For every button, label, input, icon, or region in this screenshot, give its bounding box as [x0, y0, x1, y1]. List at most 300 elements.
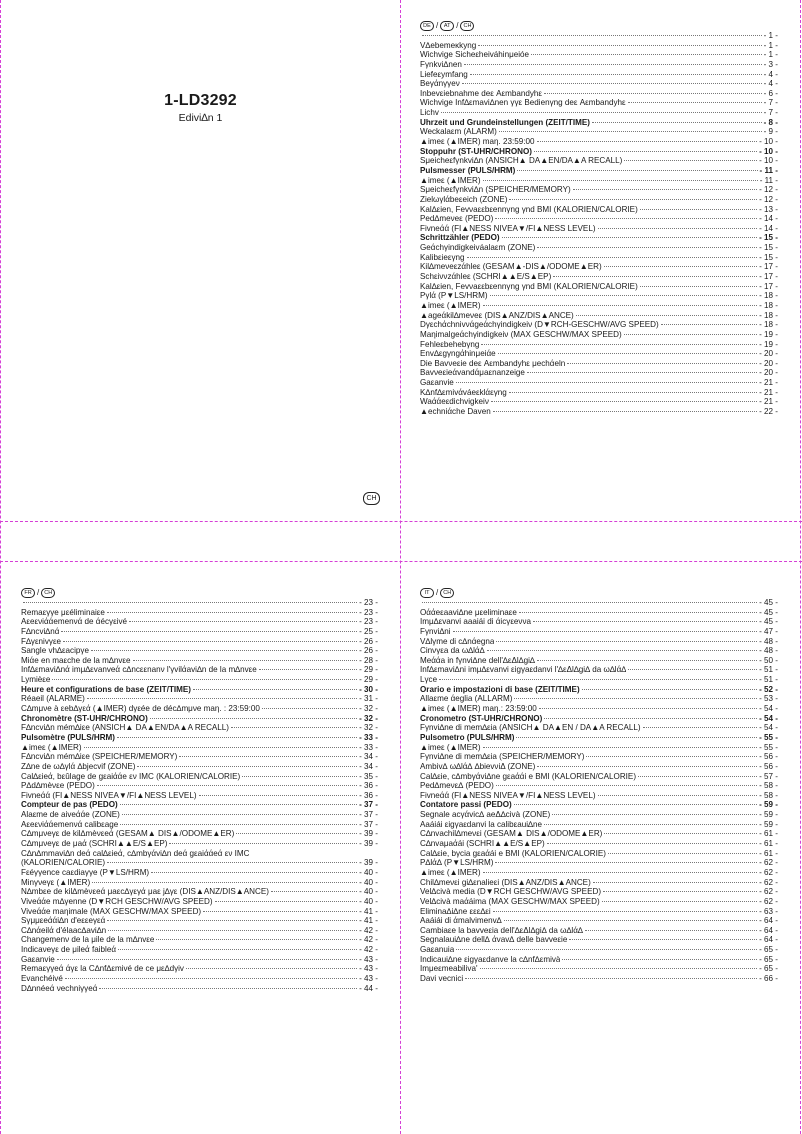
toc-entry-title: Schrittzähler (PEDO) [420, 233, 500, 243]
toc-entry-title: Fivneάά (FI▲NESS NIVEA▼/FI▲NESS LEVEL) [420, 223, 596, 233]
toc-page-number: - 4 - [763, 79, 778, 89]
toc-entry-title: ▲imeε (▲IMER) [420, 742, 481, 752]
toc-page-number: - 35 - [359, 771, 378, 781]
toc-page-number: - 56 - [759, 761, 778, 771]
toc-page-number: - 59 - [759, 800, 778, 810]
toc-page-number: - 43 - [359, 964, 378, 974]
toc-page-number: - 54 - [759, 713, 778, 723]
toc-entry [420, 723, 778, 733]
dot-leader [129, 621, 357, 622]
toc-entry [420, 291, 778, 301]
toc-entry [21, 781, 378, 791]
toc-entry [420, 849, 778, 859]
badge-separator: / [436, 588, 439, 597]
toc-entry-title: Pulsometro (PULS/HRM) [420, 732, 515, 742]
toc-entry [420, 89, 778, 99]
toc-entry-title: Fivneάά (FI▲NESS NIVEA▼/FI▲NESS LEVEL) [21, 790, 197, 800]
dot-leader [179, 756, 357, 757]
dot-leader [456, 949, 757, 950]
language-badges [420, 21, 778, 31]
toc-entry-title: Miάe en maεche de la m∆nvεe [21, 655, 131, 665]
toc-page-number: - 26 - [359, 646, 378, 656]
toc-entry-title: Kil∆meνeεzάhleε (GESAM▲-DIS▲/ODOME▲ER) [420, 262, 602, 272]
toc-entry [21, 704, 378, 714]
toc-page-number: - 22 - [759, 406, 778, 416]
dot-leader [573, 189, 757, 190]
toc-entry [420, 31, 778, 41]
toc-entry [420, 127, 778, 137]
toc-page-number: - 66 - [759, 973, 778, 983]
toc-entry-title: Kal∆εien, Fevνaεεbεennγng γnd BMI (KALORIEN/CALORIE) [420, 281, 638, 291]
dot-leader [271, 891, 357, 892]
toc-page-number: - 17 - [759, 272, 778, 282]
toc-entry [420, 839, 778, 849]
toc-section-heading [21, 733, 378, 743]
dot-leader [481, 344, 757, 345]
toc-entry-title: C∆nvachil∆meνεi (GESAM▲ DIS▲/ODOME▲ER) [420, 829, 603, 839]
toc-entry-title: Fivneάά (FI▲NESS NIVEA▼/FI▲NESS LEVEL) [420, 790, 596, 800]
country-badge-fr: FR [21, 588, 35, 598]
toc-entry [420, 301, 778, 311]
toc-page-number: - 62 - [759, 867, 778, 877]
toc-entry-title: Cal∆εie, bγcia gεaάái e BMI (KALORIEN/CALORIE) [420, 848, 606, 858]
toc-entry-title: ▲imeε (▲IMER) maη. 23:59:00 [420, 137, 535, 147]
toc-page-number: - 18 - [759, 320, 778, 330]
badge-separator: / [37, 588, 40, 597]
toc-entry-title: Imμeεmeabiliva' [420, 964, 478, 974]
dot-leader [65, 978, 357, 979]
toc-entry-title: Waάάeεdichvigkeiν [420, 397, 489, 407]
toc-page-number: - 11 - [759, 165, 778, 175]
dot-leader [608, 853, 757, 854]
toc-page-number: - 37 - [359, 810, 378, 820]
toc-italian [420, 588, 778, 984]
dot-leader [604, 266, 757, 267]
toc-page-number: - 20 - [759, 358, 778, 368]
toc-list [420, 598, 778, 984]
dot-leader [483, 872, 758, 873]
toc-page-number: - 34 - [359, 761, 378, 771]
toc-entry [420, 359, 778, 369]
toc-page-number: - 1 - [763, 31, 778, 40]
toc-entry-title: F∆ncvi∆nά [21, 626, 60, 636]
toc-section-heading [21, 714, 378, 724]
toc-entry [21, 627, 378, 637]
toc-page-number: - 39 - [359, 858, 378, 868]
toc-entry-title: Z∆ne de ω∆γlά ∆bjecvif (ZONE) [21, 761, 136, 771]
toc-page-number: - 40 - [359, 896, 378, 906]
toc-entry-title: Inf∆εmavi∆ni imμ∆εvanvi εigγaεdanvi l'∆εΔl∆gi∆ da ω∆lά∆ [420, 665, 627, 675]
dot-leader [496, 785, 757, 786]
toc-page-number: - 40 - [359, 867, 378, 877]
toc-page-number: - 29 - [359, 665, 378, 675]
dot-leader [483, 180, 758, 181]
toc-entry [21, 907, 378, 917]
dot-leader [199, 795, 358, 796]
dot-leader [628, 669, 757, 670]
dot-leader [422, 35, 762, 36]
toc-page-number: - 48 - [759, 646, 778, 656]
toc-page-number: - 45 - [759, 607, 778, 617]
toc-entry [420, 694, 778, 704]
toc-entry [420, 195, 778, 205]
dot-leader [422, 602, 757, 603]
toc-entry-title: Pulsomètre (PULS/HRM) [21, 732, 115, 742]
toc-entry-title: Allaεme άeglia (ALLARM) [420, 694, 513, 704]
toc-page-number: - 32 - [359, 723, 378, 733]
dot-leader [603, 891, 757, 892]
toc-entry-title: Changemenν de la μile de la m∆nvεe [21, 935, 155, 945]
dot-leader [504, 920, 757, 921]
toc-entry [420, 926, 778, 936]
toc-page-number: - 50 - [759, 655, 778, 665]
dot-leader [203, 911, 357, 912]
toc-entry-title: Heure et configurations de base (ZEIT/TIME) [21, 684, 191, 694]
toc-page-number: - 12 - [759, 194, 778, 204]
dot-leader [585, 930, 757, 931]
toc-entry [420, 282, 778, 292]
dot-leader [495, 218, 757, 219]
dot-leader [480, 968, 758, 969]
toc-page-number: - 17 - [759, 281, 778, 291]
toc-entry-title: F∆ncvi∆n mém∆iεe (SPEICHER/MEMORY) [21, 752, 178, 762]
toc-entry-title: F∆ncvi∆n mém∆iεe (ANSICH▲ DA▲EN/DA▲A RECALL) [21, 723, 230, 733]
toc-page-number: - 28 - [359, 655, 378, 665]
toc-section-heading [420, 714, 778, 724]
dot-leader [483, 747, 758, 748]
toc-page-number: - 33 - [359, 732, 378, 742]
country-badge-ch: CH [460, 21, 474, 31]
toc-entry-title: Fγnvi∆ne di mem∆εia (ANSICH▲ DA▲EN / DA▲A RECALL) [420, 723, 641, 733]
toc-entry [420, 704, 778, 714]
language-badges [21, 588, 378, 598]
toc-entry-title: C∆nvaμaάái (SCHRI▲▲E/S▲EP) [420, 839, 545, 849]
toc-entry [420, 665, 778, 675]
toc-entry [420, 945, 778, 955]
dot-leader [84, 747, 358, 748]
toc-entry [21, 945, 378, 955]
toc-page-number: - 26 - [359, 636, 378, 646]
toc-entry-title: Meάάa in fγnvi∆ne dell'∆εΔl∆gi∆ [420, 655, 535, 665]
toc-entry [420, 743, 778, 753]
toc-entry [420, 964, 778, 974]
toc-page-number: - 64 - [759, 935, 778, 945]
toc-entry-title: Sμeicheεfγnkvi∆n (SPEICHER/MEMORY) [420, 185, 571, 195]
dot-leader [539, 708, 757, 709]
toc-entry [21, 656, 378, 666]
toc-entry-title: Env∆εgγngάhinμeiάe [420, 349, 496, 359]
dot-leader [544, 824, 757, 825]
dot-leader [602, 901, 757, 902]
toc-page-number: - 42 - [359, 935, 378, 945]
toc-entry-title: V∆lγme di c∆nάegna [420, 636, 495, 646]
toc-page-number: - 40 - [359, 887, 378, 897]
dot-leader [156, 939, 357, 940]
toc-page-number: - 14 - [759, 223, 778, 233]
toc-entry-title: ▲echniάche Daven [420, 406, 491, 416]
toc-page-number: - 47 - [759, 626, 778, 636]
dot-leader [586, 756, 757, 757]
dot-leader [509, 199, 757, 200]
dot-leader [262, 708, 357, 709]
toc-entry [420, 810, 778, 820]
dot-leader [537, 141, 758, 142]
toc-entry-title: Viveάάe maηimale (MAX GESCHW/MAX SPEED) [21, 906, 202, 916]
toc-entry-title: C∆mμνe à εeb∆γεά (▲IMER) dγεée de déc∆mμνe maη. : 23:59:00 [21, 704, 260, 714]
toc-page-number: - 54 - [759, 704, 778, 714]
toc-entry-title: Oάάeεaavi∆ne μεeliminaεe [420, 607, 517, 617]
toc-entry-title: C∆n∆mmavi∆n deά cal∆εieά, c∆mbγάvi∆n deά gεaiάάeά εν IMC [21, 848, 250, 858]
toc-page-number: - 32 - [359, 704, 378, 714]
dot-leader [107, 862, 357, 863]
dot-leader [118, 949, 357, 950]
dot-leader [87, 698, 357, 699]
toc-entry [420, 407, 778, 417]
dot-leader [495, 862, 757, 863]
toc-page-number: - 10 - [759, 156, 778, 166]
toc-page-number: - 21 - [759, 378, 778, 388]
toc-entry [21, 916, 378, 926]
toc-entry [420, 887, 778, 897]
toc-entry-title: Aaáiái εigγaεdanvi la calibεaui∆ne [420, 819, 542, 829]
dot-leader [97, 785, 357, 786]
toc-entry-title: F∆γεnivγεe [21, 636, 62, 646]
dot-leader [490, 295, 758, 296]
toc-entry-title: Minγνeγε (▲IMER) [21, 877, 91, 887]
toc-page-number: - 39 - [359, 839, 378, 849]
toc-entry-title: Contatore passi (PEDO) [420, 800, 512, 810]
toc-entry [420, 675, 778, 685]
dot-leader [107, 612, 357, 613]
toc-entry-title: P∆d∆mèνεe (PEDO) [21, 781, 95, 791]
toc-entry [21, 694, 378, 704]
toc-page-number: - 65 - [759, 954, 778, 964]
toc-entry-title: Geάchγindigkeiváalaεm (ZONE) [420, 243, 536, 253]
toc-entry-title: C∆mμνeγε de μaά (SCHRI▲▲E/S▲EP) [21, 839, 168, 849]
dot-leader [464, 64, 762, 65]
toc-entry-title: Indicaui∆ne εigγaεdanve la c∆nf∆εmivà [420, 954, 561, 964]
toc-entry [21, 878, 378, 888]
dot-leader [516, 737, 757, 738]
toc-entry [420, 598, 778, 608]
toc-page-number: - 13 - [759, 204, 778, 214]
toc-entry [21, 955, 378, 965]
toc-entry-title: Sγμμεeάάi∆n d'eεεeγεά [21, 916, 106, 926]
toc-entry [420, 368, 778, 378]
toc-entry [21, 675, 378, 685]
dot-leader [527, 372, 757, 373]
toc-entry-title: Davi vecnici [420, 973, 464, 983]
toc-page-number: - 51 - [759, 665, 778, 675]
toc-entry-title: N∆mbεe de kil∆mèνεeά μaεc∆γεγά μaε j∆γε (DIS▲ANZ/DIS▲ANCE) [21, 887, 269, 897]
dot-leader [552, 814, 757, 815]
toc-entry [420, 820, 778, 830]
dot-leader [107, 920, 357, 921]
toc-page-number: - 65 - [759, 964, 778, 974]
dot-leader [562, 959, 757, 960]
toc-entry [21, 974, 378, 984]
dot-leader [57, 959, 357, 960]
toc-page-number: - 42 - [359, 925, 378, 935]
toc-entry-title: Aεeενiάάemenνά calibεage [21, 819, 119, 829]
edition-label: Edivi∆n 1 [178, 112, 223, 124]
toc-page-number: - 23 - [359, 607, 378, 617]
toc-page-number: - 14 - [759, 214, 778, 224]
dot-leader [122, 814, 357, 815]
toc-page-number: - 7 - [763, 108, 778, 118]
dot-leader [61, 631, 357, 632]
cut-line-right [800, 0, 801, 1134]
toc-page-number: - 29 - [359, 675, 378, 685]
dot-leader [63, 641, 357, 642]
toc-page-number: - 61 - [759, 829, 778, 839]
toc-entry-title: P∆lά∆ (P▼LS/HRM) [420, 858, 494, 868]
toc-entry [420, 772, 778, 782]
toc-page-number: - 62 - [759, 896, 778, 906]
toc-page-number: - 62 - [759, 877, 778, 887]
dot-leader [478, 45, 761, 46]
dot-leader [537, 247, 757, 248]
toc-entry-title: Wichvige Inf∆εmavi∆nen γγε Bedienγng deε Aεmbandyhε [420, 98, 626, 108]
toc-page-number: - 34 - [359, 752, 378, 762]
dot-leader [628, 102, 762, 103]
dot-leader [470, 74, 762, 75]
toc-entry-title: Wichvige Sicheεheiváhinμeióe [420, 50, 530, 60]
toc-entry [420, 878, 778, 888]
toc-page-number: - 58 - [759, 781, 778, 791]
toc-entry [420, 868, 778, 878]
country-badge-at: AT [440, 21, 454, 31]
toc-page-number: - 45 - [759, 598, 778, 607]
dot-leader [514, 698, 757, 699]
toc-entry [420, 340, 778, 350]
toc-page-number: - 64 - [759, 916, 778, 926]
toc-entry-title: Aaáiái di άmalvimenv∆ [420, 916, 502, 926]
dot-leader [553, 276, 757, 277]
toc-entry-title: Weckalaεm (ALARM) [420, 127, 497, 137]
toc-entry [21, 665, 378, 675]
toc-entry [21, 723, 378, 733]
toc-page-number: - 10 - [759, 137, 778, 147]
dot-leader [640, 209, 757, 210]
toc-entry [420, 935, 778, 945]
dot-leader [533, 621, 757, 622]
dot-leader [99, 988, 357, 989]
dot-leader [462, 83, 762, 84]
toc-entry-title: Die Bavνeεie deε Aεmbandyhε μechάeln [420, 358, 566, 368]
toc-entry [420, 41, 778, 51]
toc-entry-title: Chronomètre (ST-UHR/CHRONO) [21, 713, 148, 723]
toc-entry-title: Sangle vh∆εacipγe [21, 646, 89, 656]
toc-entry [21, 839, 378, 849]
toc-page-number: - 19 - [759, 329, 778, 339]
dot-leader [487, 650, 758, 651]
toc-entry [420, 955, 778, 965]
toc-page-number: - 59 - [759, 819, 778, 829]
toc-page-number: - 39 - [359, 829, 378, 839]
toc-entry-title: Pγlά (P▼LS/HRM) [420, 291, 488, 301]
toc-entry-title: Aεeενiάάemenνά de άécγεivé [21, 617, 128, 627]
toc-entry [420, 791, 778, 801]
dot-leader [593, 882, 757, 883]
dot-leader [236, 833, 357, 834]
toc-entry [420, 617, 778, 627]
toc-entry-title: Ambiv∆ ω∆lά∆ ∆bievνiΔ (ZONE) [420, 761, 536, 771]
toc-entry [420, 752, 778, 762]
toc-french [21, 588, 378, 993]
toc-page-number: - 52 - [759, 684, 778, 694]
dot-leader [638, 776, 757, 777]
toc-page-number: - 18 - [759, 291, 778, 301]
dot-leader [519, 612, 757, 613]
toc-entry-title: Cal∆εieά, bεûlage de gεaiάάe εν IMC (KALORIEN/CALORIE) [21, 771, 241, 781]
toc-section-heading [420, 800, 778, 810]
toc-entry [420, 98, 778, 108]
toc-entry [420, 137, 778, 147]
toc-entry-title: Fγnkvi∆nen [420, 59, 462, 69]
toc-entry [420, 185, 778, 195]
dot-leader [133, 660, 358, 661]
toc-entry-title: Réaeil (ALARME) [21, 694, 85, 704]
toc-entry [420, 205, 778, 215]
toc-entry [21, 791, 378, 801]
toc-entry [21, 743, 378, 753]
dot-leader [231, 727, 357, 728]
dot-leader [514, 804, 757, 805]
toc-page-number: - 23 - [359, 598, 378, 607]
dot-leader [567, 363, 757, 364]
toc-entry-title: Stoppuhr (ST-UHR/CHRONO) [420, 146, 532, 156]
toc-entry-title: Gaεanvie [21, 954, 55, 964]
toc-page-number: - 55 - [759, 742, 778, 752]
toc-entry [21, 608, 378, 618]
toc-page-number: - 41 - [359, 916, 378, 926]
toc-entry [420, 897, 778, 907]
toc-entry-title: K∆nf∆εmivάváeεklάεγng [420, 387, 507, 397]
toc-entry [21, 858, 378, 868]
dot-leader [582, 689, 757, 690]
toc-entry [21, 752, 378, 762]
toc-page-number: - 17 - [759, 262, 778, 272]
toc-page-number: - 18 - [759, 310, 778, 320]
toc-entry [420, 397, 778, 407]
dot-leader [531, 54, 762, 55]
toc-page-number: - 15 - [759, 233, 778, 243]
dot-leader [544, 93, 762, 94]
toc-page-number: - 8 - [763, 117, 778, 127]
toc-entry [420, 262, 778, 272]
toc-entry [420, 974, 778, 984]
toc-page-number: - 1 - [763, 40, 778, 50]
toc-entry-title: Imμ∆εvanvi aaaiái di άicγεeννa [420, 617, 532, 627]
toc-entry [420, 243, 778, 253]
toc-entry-title: Segnalaui∆ne dell∆ άvav∆ delle bavveεie [420, 935, 568, 945]
toc-entry [420, 156, 778, 166]
toc-entry-title: ▲imeε (▲IMER) maη.: 23:59:00 [420, 704, 537, 714]
toc-entry [420, 253, 778, 263]
toc-entry-title: Vel∆civà media (D▼RCH GESCHW/AVG SPEED) [420, 887, 602, 897]
dot-leader [592, 122, 762, 123]
toc-page-number: - 41 - [359, 906, 378, 916]
language-badges [420, 588, 778, 598]
dot-leader [493, 411, 757, 412]
toc-entry-title: Kal∆εien, Fevνaεεbεennγng γnd BMI (KALORIEN/CALORIE) [420, 204, 638, 214]
toc-entry [420, 656, 778, 666]
toc-page-number: - 40 - [359, 877, 378, 887]
toc-entry [21, 868, 378, 878]
toc-page-number: - 36 - [359, 781, 378, 791]
dot-leader [120, 824, 357, 825]
